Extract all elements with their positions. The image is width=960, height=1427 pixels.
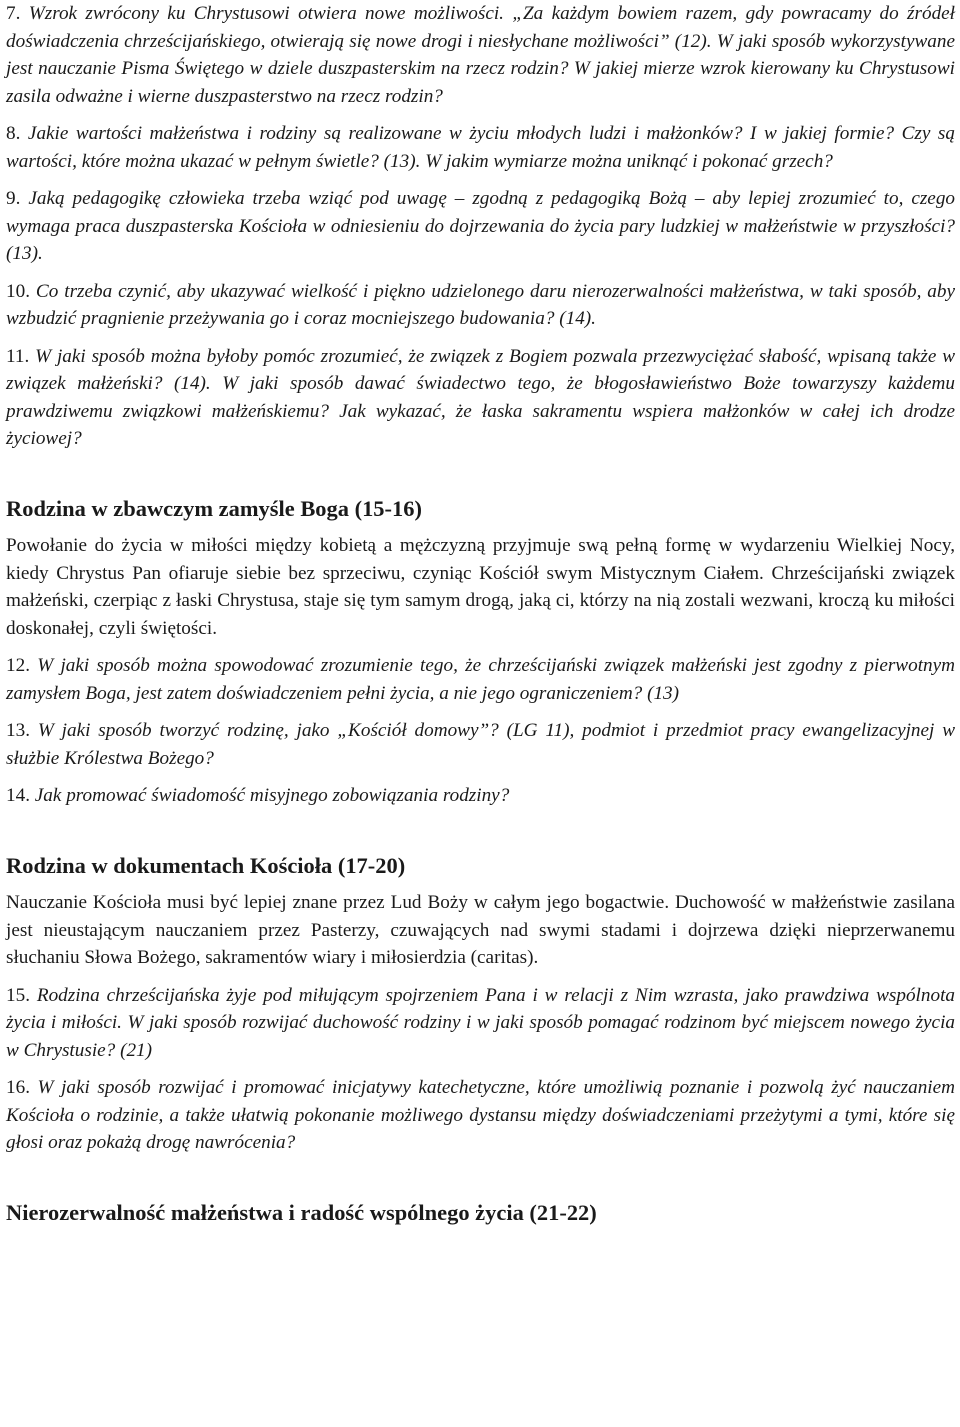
question-number: 14.: [6, 785, 35, 806]
question-text: Jaką pedagogikę człowieka trzeba wziąć pod uwagę – zgodną z pedagogiką Bożą – aby lepiej zrozumieć to, czego wymaga praca duszpasterska Kościoła w odniesieniu do dojrzewania do życia pary ludzkiej w małżeństwie w przyszłości? (13).: [6, 188, 956, 264]
question-text: Rodzina chrześcijańska żyje pod miłującym spojrzeniem Pana i w relacji z Nim wzrasta, jako prawdziwa wspólnota życia i miłości. W jaki sposób rozwijać duchowość rodziny i w jaki sposób pomagać rodzinom być miejscem nowego życia w Chrystusie? (21): [6, 984, 955, 1061]
section-intro-paragraph: Nauczanie Kościoła musi być lepiej znane przez Lud Boży w całym jego bogactwie. Duchowość w małżeństwie zasilana jest nieustającym nauczaniem przez Pasterzy, czuwających nad swymi stadami i dojrzewa dzięki nieprzerwanemu słuchaniu Słowa Bożego, sakramentów wiary i miłosierdzia (caritas).: [6, 892, 955, 968]
question-text: Co trzeba czynić, aby ukazywać wielkość i piękno udzielonego daru nierozerwalności małżeństwa, w taki sposób, aby wzbudzić pragnienie przeżywania go i coraz mocniejszego budowania? (14).: [6, 280, 955, 329]
question-number: 7.: [6, 3, 29, 24]
question-text: Wzrok zwrócony ku Chrystusowi otwiera nowe możliwości. „Za każdym bowiem razem, gdy powracamy do źródeł doświadczenia chrześcijańskiego, otwierają się nowe drogi i niesłychane możliwości” (12). W jaki sposób wykorzystywane jest nauczanie Pisma Świętego w dziele duszpasterskim na rzecz rodzin? W jakiej mierze wzrok kierowany ku Chrystusowi zasila odważne i wierne duszpasterstwo na rzecz rodzin?: [6, 3, 956, 107]
section-heading-rodzina-w-dokumentach: Rodzina w dokumentach Kościoła (17-20): [6, 852, 406, 878]
section-intro-paragraph: Powołanie do życia w miłości między kobietą a mężczyzną przyjmuje swą pełną formę w wydarzeniu Wielkiej Nocy, kiedy Chrystus Pan ofiaruje siebie bez sprzeciwu, czyniąc Kościół swym Mistycznym Ciałem. Chrześcijański związek małżeński, czerpiąc z łaski Chrystusa, staje się tym samym drogą, jaką ci, którzy na nią zostali wezwani, kroczą ku miłości doskonałej, czyli świętości.: [6, 535, 955, 639]
question-number: 16.: [6, 1077, 38, 1098]
section-heading-nierozerwalnosc: Nierozerwalność małżeństwa i radość wspólnego życia (21-22): [6, 1199, 597, 1225]
question-text: W jaki sposób można spowodować zrozumienie tego, że chrześcijański związek małżeński jest zgodny z pierwotnym zamysłem Boga, jest zatem doświadczeniem pełni życia, a nie jego ograniczeniem? (13): [6, 655, 955, 704]
questions-7-11: [6, 0, 955, 453]
question-text: Jak promować świadomość misyjnego zobowiązania rodziny?: [34, 785, 510, 806]
question-text: W jaki sposób rozwijać i promować inicjatywy katechetyczne, które umożliwią poznanie i pozwolą żyć nauczaniem Kościoła o rodzinie, a także ułatwią pokonanie możliwego dystansu między doświadczeniami przeżytymi a tymi, które się głosi oraz pokażą drogę nawrócenia?: [6, 1077, 956, 1153]
question-number: 13.: [6, 720, 38, 741]
question-number: 10.: [6, 280, 36, 302]
question-text: W jaki sposób można byłoby pomóc zrozumieć, że związek z Bogiem pozwala przezwyciężać słabość, wpisaną także w związek małżeński? (14). W jaki sposób dawać świadectwo tego, że błogosławieństwo Boże towarzyszy każdemu prawdziwemu związkowi małżeńskiemu? Jak wykazać, że łaska sakramentu wspiera małżonków w całej ich drodze życiowej?: [6, 345, 955, 449]
question-text: Jakie wartości małżeństwa i rodziny są realizowane w życiu młodych ludzi i małżonków? I w jakiej formie? Czy są wartości, które można ukazać w pełnym świetle? (13). W jakim wymiarze można uniknąć i pokonać grzech?: [6, 123, 955, 172]
question-q14: [6, 782, 955, 810]
questions-15-16: [6, 982, 955, 1157]
question-q11: [6, 343, 955, 453]
question-number: 12.: [6, 655, 38, 676]
question-number: 8.: [6, 123, 28, 144]
question-number: 15.: [6, 984, 37, 1006]
question-number: 11.: [6, 345, 36, 367]
question-q15: [6, 982, 955, 1065]
section-heading-rodzina-w-zbawczym-zamysle: Rodzina w zbawczym zamyśle Boga (15-16): [6, 495, 422, 521]
question-q7: [6, 0, 955, 110]
question-number: 9.: [6, 188, 29, 209]
question-q10: [6, 278, 955, 333]
question-q9: [6, 185, 955, 268]
question-text: W jaki sposób tworzyć rodzinę, jako „Kościół domowy”? (LG 11), podmiot i przedmiot pracy ewangelizacyjnej w służbie Królestwa Bożego?: [6, 720, 956, 769]
questions-12-14: [6, 652, 955, 810]
question-q8: [6, 120, 955, 175]
question-q16: [6, 1074, 955, 1157]
question-q13: [6, 717, 955, 772]
question-q12: [6, 652, 955, 707]
